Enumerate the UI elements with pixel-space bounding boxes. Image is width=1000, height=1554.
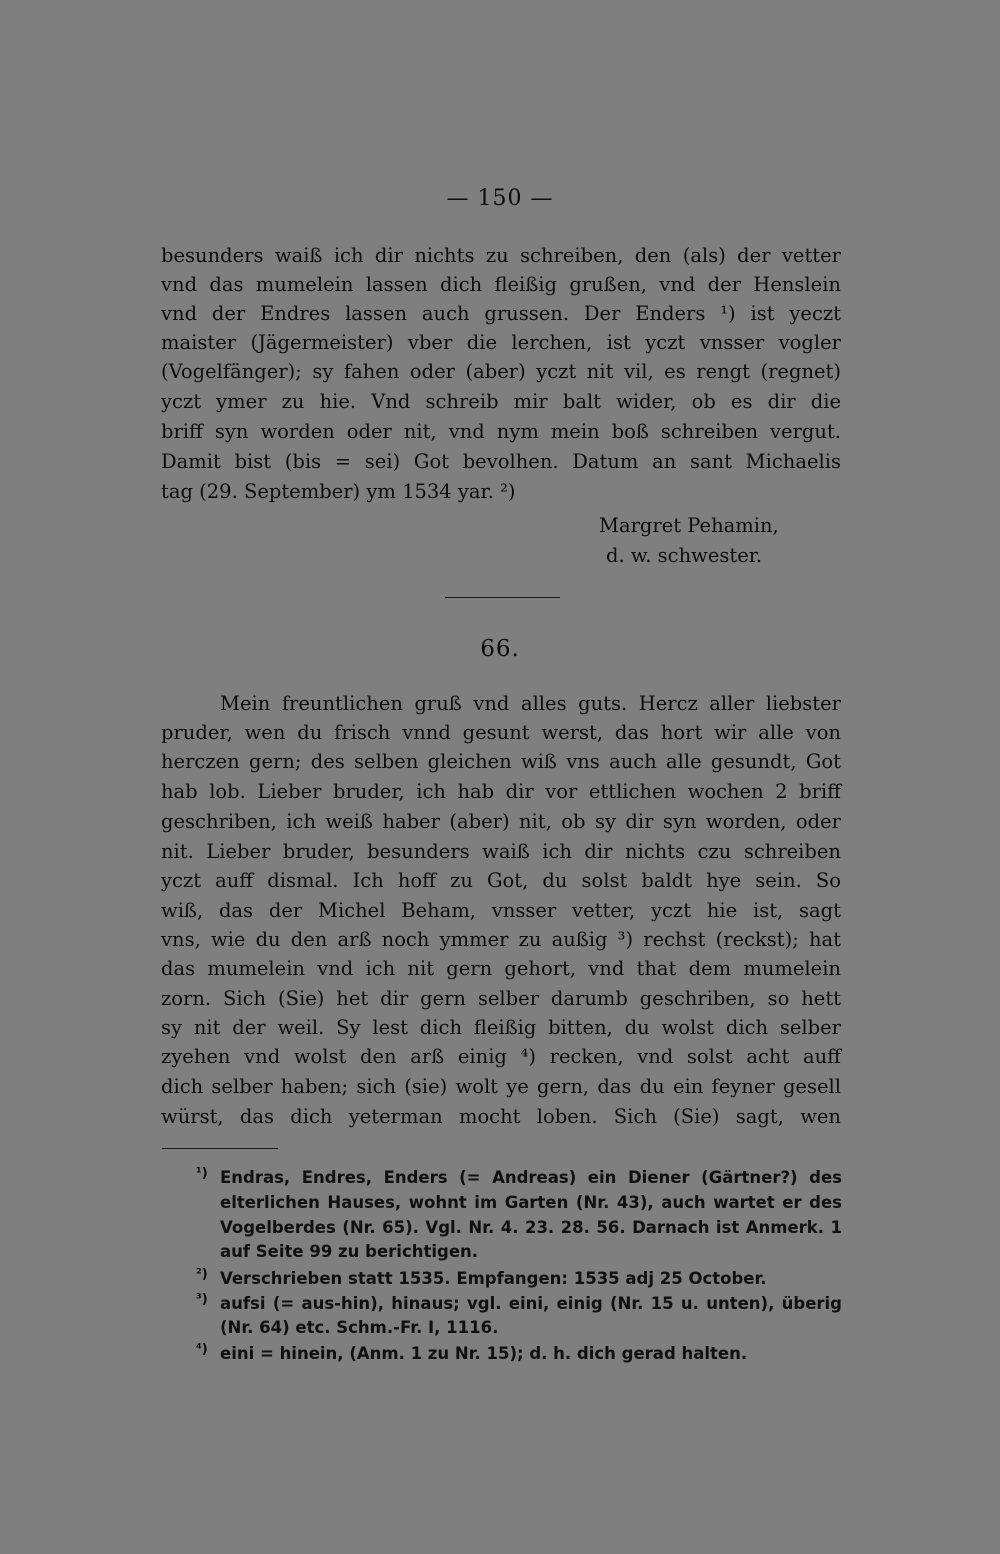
text-line: yczt ymer zu hie. Vnd schreib mir balt wider, ob es dir die — [161, 390, 841, 413]
text-line: Mein freuntlichen gruß vnd alles guts. Hercz aller liebster — [220, 692, 841, 715]
text-line: vnd das mumelein lassen dich fleißig grußen, vnd der Henslein — [161, 273, 841, 296]
footnote-divider — [162, 1148, 278, 1149]
footnote-line: Verschrieben statt 1535. Empfangen: 1535 adj 25 October. — [220, 1269, 767, 1288]
text-line: zorn. Sich (Sie) het dir gern selber darumb geschriben, so hett — [161, 987, 841, 1010]
text-line: sy nit der weil. Sy lest dich fleißig bitten, du wolst dich selber — [161, 1016, 841, 1039]
footnote-mark: ³) — [196, 1292, 208, 1307]
text-line: würst, das dich yeterman mocht loben. Sich (Sie) sagt, wen — [161, 1105, 841, 1128]
text-line: zyehen vnd wolst den arß einig ⁴) recken, vnd solst acht auff — [161, 1045, 841, 1068]
footnote-mark: ²) — [196, 1267, 208, 1282]
text-line: yczt auff dismal. Ich hoff zu Got, du solst baldt hye sein. So — [161, 869, 841, 892]
footnote-line: auf Seite 99 zu berichtigen. — [220, 1242, 479, 1261]
footnote-mark: ⁴) — [196, 1342, 208, 1357]
text-line: vnd der Endres lassen auch grussen. Der Enders ¹) ist yeczt — [161, 302, 841, 325]
text-line: dich selber haben; sich (sie) wolt ye gern, das du ein feyner gesell — [161, 1075, 841, 1098]
section-divider — [445, 597, 560, 598]
text-line: briff syn worden oder nit, vnd nym mein boß schreiben vergut. — [161, 420, 841, 443]
text-line: vns, wie du den arß noch ymmer zu außig ³) rechst (reckst); hat — [161, 928, 841, 951]
text-line: Damit bist (bis = sei) Got bevolhen. Datum an sant Michaelis — [161, 450, 841, 473]
text-line: (Vogelfänger); sy fahen oder (aber) yczt nit vil, es rengt (regnet) — [161, 360, 841, 383]
footnote-line: Endras, Endres, Enders (= Andreas) ein Diener (Gärtner?) des — [220, 1168, 842, 1187]
footnote-line: elterlichen Hauses, wohnt im Garten (Nr. 43), auch wartet er des — [220, 1193, 842, 1212]
footnote-mark: ¹) — [196, 1166, 208, 1181]
text-line: besunders waiß ich dir nichts zu schreiben, den (als) der vetter — [161, 244, 841, 267]
signature-role: d. w. schwester. — [606, 544, 763, 567]
footnote-line: Vogelberdes (Nr. 65). Vgl. Nr. 4. 23. 28. 56. Darnach ist Anmerk. 1 — [220, 1218, 842, 1237]
signature-name: Margret Pehamin, — [599, 514, 779, 537]
text-line: tag (29. September) ym 1534 yar. ²) — [161, 480, 516, 503]
page-number: — 150 — — [446, 186, 554, 211]
footnote-line: (Nr. 64) etc. Schm.-Fr. I, 1116. — [220, 1318, 499, 1337]
footnote-line: aufsi (= aus-hin), hinaus; vgl. eini, einig (Nr. 15 u. unten), überig — [220, 1294, 842, 1313]
text-line: geschriben, ich weiß haber (aber) nit, ob sy dir syn worden, oder — [161, 810, 841, 833]
text-line: hab lob. Lieber bruder, ich hab dir vor ettlichen wochen 2 briff — [161, 780, 841, 803]
text-line: das mumelein vnd ich nit gern gehort, vnd that dem mumelein — [161, 957, 841, 980]
text-line: maister (Jägermeister) vber die lerchen, ist yczt vnsser vogler — [161, 331, 841, 354]
text-line: pruder, wen du frisch vnnd gesunt werst, das hort wir alle von — [161, 721, 841, 744]
text-line: wiß, das der Michel Beham, vnsser vetter, yczt hie ist, sagt — [161, 899, 841, 922]
text-line: herczen gern; des selben gleichen wiß vns auch alle gesundt, Got — [161, 750, 841, 773]
text-line: nit. Lieber bruder, besunders waiß ich dir nichts czu schreiben — [161, 840, 841, 863]
footnote-line: eini = hinein, (Anm. 1 zu Nr. 15); d. h. dich gerad halten. — [220, 1344, 748, 1363]
section-number: 66. — [480, 636, 520, 662]
